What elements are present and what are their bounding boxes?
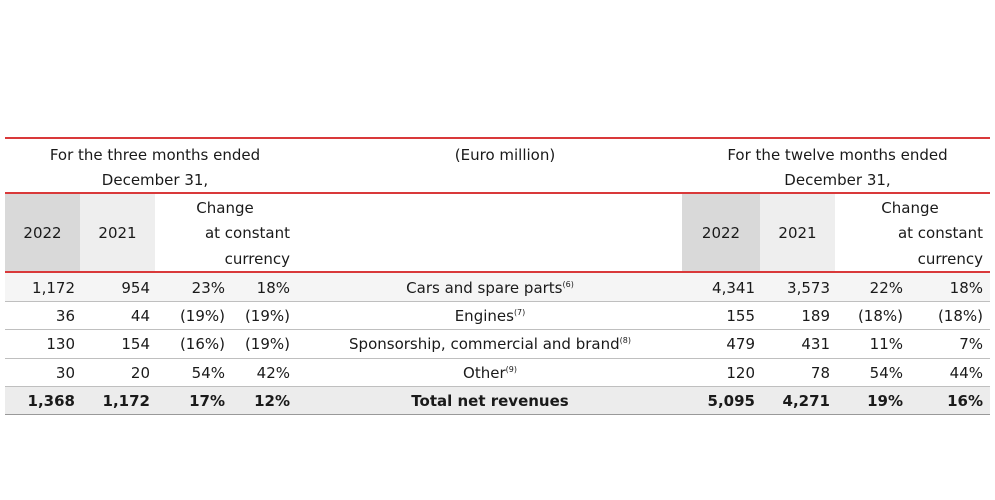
- cell-q2022: 1,172: [32, 279, 75, 297]
- col-header-change-q-line3: currency: [224, 250, 290, 268]
- currency-unit-title: (Euro million): [454, 146, 556, 164]
- col-header-2021-q: 2021: [98, 224, 137, 242]
- cell-y2022: 479: [726, 335, 755, 353]
- bottom-rule: [5, 414, 990, 415]
- cell-y2021: 3,573: [787, 279, 830, 297]
- col-header-change-q-line2: at constant: [204, 224, 290, 242]
- cell-q2021: 154: [121, 335, 150, 353]
- cell-q2022: 1,368: [27, 392, 75, 410]
- cell-qcc: 12%: [254, 392, 290, 410]
- cell-ychg: 22%: [869, 279, 903, 297]
- left-period-title-line2: December 31,: [101, 171, 209, 189]
- cell-ycc: 7%: [959, 335, 983, 353]
- cell-y2022: 120: [726, 364, 755, 382]
- cell-qcc: 18%: [256, 279, 290, 297]
- row-label: Sponsorship, commercial and brand$^{(8)}$: [349, 335, 631, 353]
- col-header-change-q-line1: Change: [196, 199, 254, 217]
- cell-ycc: 44%: [949, 364, 983, 382]
- right-period-title-line1: For the twelve months ended: [727, 146, 948, 164]
- cell-ychg: 54%: [869, 364, 903, 382]
- row-label: Total net revenues: [411, 392, 569, 410]
- cell-q2022: 36: [55, 307, 75, 325]
- footnote-ref: (8): [619, 336, 631, 345]
- col-header-2022-y: 2022: [701, 224, 741, 242]
- cell-q2021: 20: [130, 364, 150, 382]
- cell-q2022: 30: [55, 364, 75, 382]
- right-period-title-line2: December 31,: [784, 171, 891, 189]
- cell-qchg: 54%: [191, 364, 225, 382]
- table-row: [5, 359, 990, 386]
- col-header-2022-q: 2022: [23, 224, 62, 242]
- cell-ychg: (18%): [857, 307, 903, 325]
- col-header-change-y-line3: currency: [917, 250, 983, 268]
- cell-ychg: 19%: [867, 392, 903, 410]
- row-label: Other$^{(9)}$: [463, 364, 517, 382]
- row-label: Engines$^{(7)}$: [454, 307, 526, 325]
- col-header-change-y-line1: Change: [881, 199, 939, 217]
- cell-y2021: 431: [801, 335, 830, 353]
- top-rule: [5, 137, 990, 139]
- row-label: Cars and spare parts$^{(6)}$: [406, 279, 574, 297]
- footnote-ref: (9): [505, 365, 517, 374]
- cell-y2022: 4,341: [712, 279, 755, 297]
- footnote-ref: (6): [562, 280, 574, 289]
- col-header-change-y-line2: at constant: [897, 224, 983, 242]
- cell-qchg: (19%): [179, 307, 225, 325]
- table-row: [5, 330, 990, 358]
- left-period-title-line1: For the three months ended: [49, 146, 261, 164]
- cell-qcc: 42%: [256, 364, 290, 382]
- table-row: [5, 273, 990, 301]
- cell-y2022: 5,095: [707, 392, 755, 410]
- footnote-ref: (7): [513, 308, 526, 317]
- table-row: [5, 302, 990, 329]
- col-header-2021-y: 2021: [778, 224, 817, 242]
- cell-ycc: (18%): [937, 307, 983, 325]
- cell-qchg: 23%: [191, 279, 225, 297]
- cell-qchg: (16%): [179, 335, 225, 353]
- cell-ychg: 11%: [869, 335, 903, 353]
- cell-y2021: 4,271: [782, 392, 830, 410]
- cell-ycc: 18%: [949, 279, 983, 297]
- cell-qchg: 17%: [189, 392, 225, 410]
- cell-q2021: 1,172: [102, 392, 150, 410]
- cell-qcc: (19%): [244, 335, 290, 353]
- cell-y2021: 78: [810, 364, 830, 382]
- cell-q2021: 44: [130, 307, 150, 325]
- cell-q2021: 954: [121, 279, 150, 297]
- cell-ycc: 16%: [947, 392, 983, 410]
- table-row-total: [5, 387, 990, 414]
- cell-q2022: 130: [46, 335, 75, 353]
- cell-y2021: 189: [801, 307, 830, 325]
- cell-y2022: 155: [726, 307, 755, 325]
- cell-qcc: (19%): [244, 307, 290, 325]
